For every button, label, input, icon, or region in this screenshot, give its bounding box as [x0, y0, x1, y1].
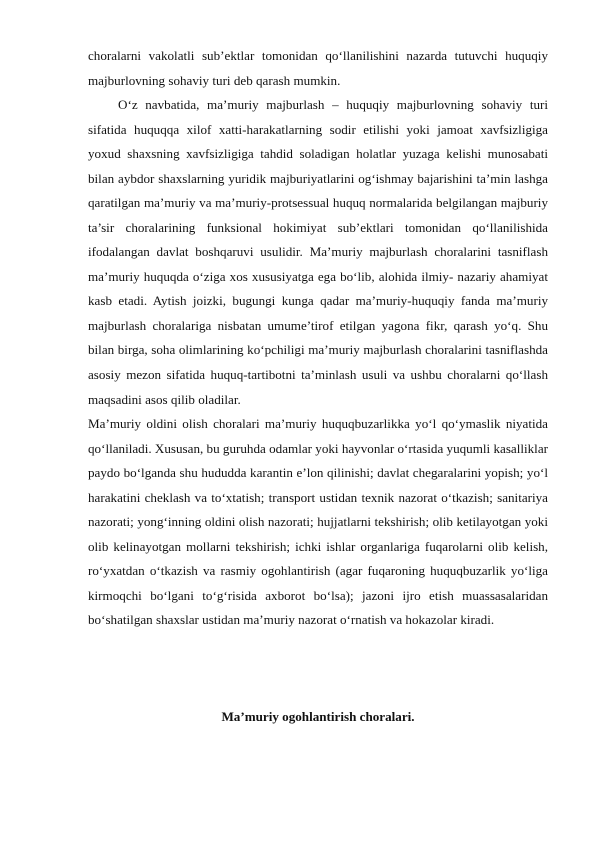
section-heading: Ma’muriy ogohlantirish choralari.	[221, 709, 415, 724]
paragraph-administrative-coercion: O‘z navbatida, ma’muriy majburlash – huquqiy majburlovning sohaviy turi sifatida huquqqa xilof xatti-harakatlarning sodir etilishi yoki jamoat xavfsizligiga yoxud shaxsning xavfsizligiga tahdid soladigan holatlar yuzaga kelishi munosabati bilan aybdor shaxslarning yuridik majburiyatlarini og‘ishmay bajarishini ta’min lashga qaratilgan ma’muriy va ma’muriy-protsessual huquq normalarida belgilangan majburiy ta’sir choralarining funksional hokimiyat sub’ektlari tomonidan qo‘llanilishida ifodalangan davlat boshqaruvi usulidir. Ma’muriy majburlash choralarini tasniflash ma’muriy huquqda o‘ziga xos xususiyatga ega bo‘lib, alohida ilmiy- nazariy ahamiyat kasb etadi. Aytish joizki, bugungi kunga qadar ma’muriy-huquqiy fanda ma’muriy majburlash choralariga nisbatan umume’tirof etilgan yagona fikr, qarash yo‘q. Shu bilan birga, soha olimlarining ko‘pchiligi ma’muriy majburlash choralarini tasniflashda asosiy mezon sifatida huquq-tartibotni ta’minlash usuli va ushbu choralarni qo‘llash maqsadini asos qilib oladilar.	[88, 97, 548, 407]
paragraph-continuation: choralarni vakolatli sub’ektlar tomonidan qo‘llanilishini nazarda tutuvchi huquqiy majburlovning sohaviy turi deb qarash mumkin.	[88, 48, 548, 88]
paragraph-preventive-measures: Ma’muriy oldini olish choralari ma’muriy huquqbuzarlikka yo‘l qo‘ymaslik niyatida qo‘llaniladi. Xususan, bu guruhda odamlar yoki hayvonlar o‘rtasida yuqumli kasalliklar paydo bo‘lganda shu hududda karantin e’lon qilinishi; davlat chegaralarini yopish; yo‘l harakatini cheklash va to‘xtatish; transport ustidan texnik nazorat o‘tkazish; sanitariya nazorati; yong‘inning oldini olish nazorati; hujjatlarni tekshirish; olib ketilayotgan yoki olib kelinayotgan mollarni tekshirish; ichki ishlar organlariga fuqarolarni olib kelish, ro‘yxatdan o‘tkazish va rasmiy ogohlantirish (agar fuqaroning huquqbuzarlik yo‘liga kirmoqchi bo‘lgani to‘g‘risida axborot bo‘lsa); jazoni ijro etish muassasalaridan bo‘shatilgan shaxslar ustidan ma’muriy nazorat o‘rnatish va hokazolar kiradi.	[88, 416, 548, 628]
